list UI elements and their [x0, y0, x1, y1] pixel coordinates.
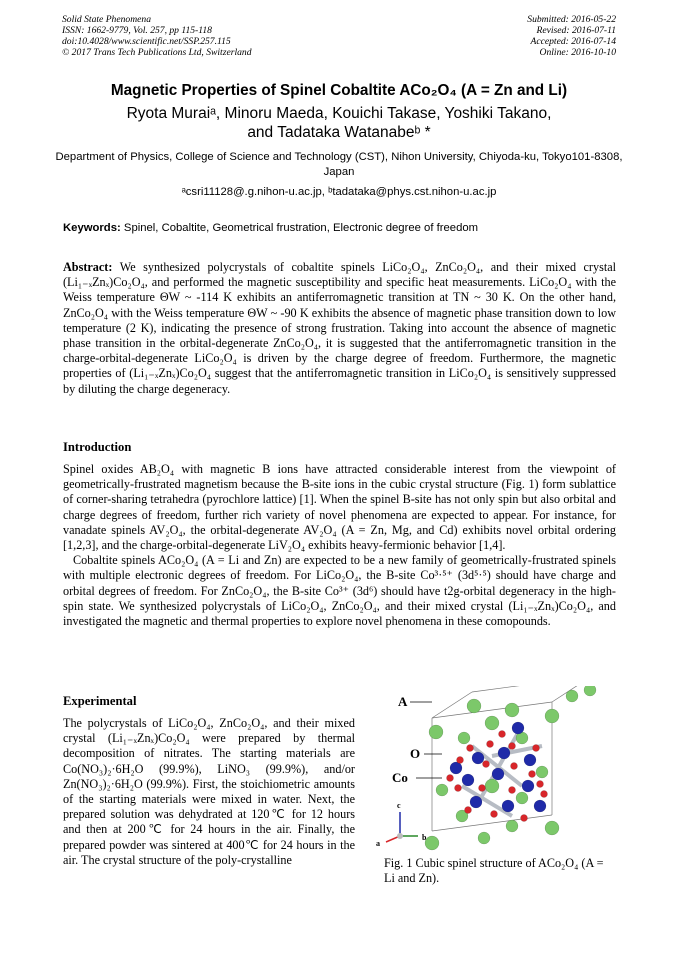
axis-label-c: c [397, 801, 401, 810]
co-atom [512, 722, 524, 734]
co-atom [472, 752, 484, 764]
axis-label-b: b [422, 833, 427, 842]
a-site-atom [458, 732, 470, 744]
o-atom [455, 785, 462, 792]
submitted-date: Submitted: 2016-05-22 [527, 14, 616, 25]
author-line-1: Ryota Muraiᵃ, Minoru Maeda, Kouichi Takase, Yoshiki Takano, [126, 105, 552, 122]
online-date: Online: 2016-10-10 [539, 47, 616, 58]
co-atom [524, 754, 536, 766]
paper-title: Magnetic Properties of Spinel Cobaltite ACo₂O₄ (A = Zn and Li) [110, 82, 568, 99]
journal-header [62, 14, 252, 58]
introduction-heading: Introduction [63, 440, 132, 454]
o-atom [509, 743, 516, 750]
doi: doi:10.4028/www.scientific.net/SSP.257.115 [62, 36, 231, 47]
a-site-atom [506, 820, 518, 832]
a-site-atom [429, 725, 443, 739]
o-atom [447, 775, 454, 782]
accepted-date: Accepted: 2016-07-14 [530, 36, 616, 47]
issn: ISSN: 1662-9779, Vol. 257, pp 115-118 [62, 25, 212, 36]
o-atom [467, 745, 474, 752]
author-line-2: and Tadataka Watanabeᵇ * [247, 124, 431, 141]
a-site-atom [425, 836, 439, 850]
a-site-atom [545, 709, 559, 723]
o-atom [509, 787, 516, 794]
affiliation: Department of Physics, College of Science and Technology (CST), Nihon University, Chiyoda-ku, Tokyo101-8308, Japan [55, 151, 623, 178]
abstract [63, 260, 616, 397]
keywords [63, 222, 623, 234]
a-site-atom [566, 690, 578, 702]
author-list [40, 104, 638, 142]
co-atom [450, 762, 462, 774]
co-atom [522, 780, 534, 792]
figure-caption: Fig. 1 Cubic spinel structure of ACo₂O₄ (A = Li and Zn). [384, 856, 604, 885]
o-atom [457, 757, 464, 764]
o-atom [465, 807, 472, 814]
keywords-text: Spinel, Cobaltite, Geometrical frustration, Electronic degree of freedom [123, 222, 479, 234]
co-atom [502, 800, 514, 812]
experimental-body [63, 716, 355, 868]
axes-triad [386, 812, 418, 842]
copyright: © 2017 Trans Tech Publications Ltd, Switzerland [62, 47, 252, 58]
co-atom [492, 768, 504, 780]
a-site-atom [545, 821, 559, 835]
o-atom [529, 771, 536, 778]
a-site-atom [436, 784, 448, 796]
o-atom [479, 785, 486, 792]
o-atom [491, 811, 498, 818]
co-atom [470, 796, 482, 808]
keywords-label: Keywords: [63, 222, 121, 234]
spinel-structure-figure [372, 686, 612, 856]
co-atom [462, 774, 474, 786]
o-atom [499, 731, 506, 738]
atoms-group [425, 686, 596, 850]
intro-paragraph-2: Cobaltite spinels ACo₂O₄ (A = Li and Zn) are expected to be a new family of geometrically-frustrated spinels with multiple electronic degrees of freedom. For LiCo₂O₄, the B-site Co³·⁵⁺ (3d⁵·⁵) should have charge and orbital degrees of freedom. For ZnCo₂O₄, the B-site Co³⁺ (3d⁶) should have t2g-orbital degeneracy in the high-spin state. We synthesized polycrystals of LiCo₂O₄, ZnCo₂O₄, and their mixed crystal (Li₁₋ₓZnₓ)Co₂O₄, and investigated the magnetic and thermal properties to explore novel phenomena in these comopounds. [63, 553, 616, 629]
co-atom [534, 800, 546, 812]
dates-header [527, 14, 616, 58]
a-site-atom [485, 716, 499, 730]
o-atom [483, 761, 490, 768]
o-atom [521, 815, 528, 822]
legend-label-a: A [398, 694, 408, 709]
experimental-heading: Experimental [63, 694, 137, 708]
legend-label-co: Co [392, 770, 408, 785]
a-site-atom [536, 766, 548, 778]
revised-date: Revised: 2016-07-11 [536, 25, 616, 36]
o-atom [537, 781, 544, 788]
abstract-label: Abstract: [63, 260, 113, 274]
author-emails: ᵃcsri11128@.g.nihon-u.ac.jp, ᵇtadataka@phys.cst.nihon-u.ac.jp [181, 186, 497, 198]
abstract-text: We synthesized polycrystals of cobaltite spinels LiCo₂O₄, ZnCo₂O₄, and their mixed crystal (Li₁₋ₓZnₓ)Co₂O₄, and performed the magnetic susceptibility and specific heat measurements. LiCo₂O₄ with the Weiss temperature ΘW ~ -114 K exhibits an antiferromagnetic transition at TN ~ 30 K. On the other hand, ZnCo₂O₄ with the Weiss temperature ΘW ~ -90 K exhibits the absence of magnetic phase transition down to low temperature (2 K), indicating the presence of strong frustration. Taking into account the absence of magnetic phase transition in the orbital-degenerate ZnCo₂O₄, it is suggested that the antiferromagnetic transition in the charge-orbital-degenerate LiCo₂O₄ is driven by the charge degree of freedom. Furthermore, the magnetic properties of (Li₁₋ₓZnₓ)Co₂O₄ suggest that the antiferromagnetic transition in LiCo₂O₄ is sensitively suppressed by diluting the charge degeneracy. [63, 260, 617, 396]
a-site-atom [584, 686, 596, 696]
a-site-atom [485, 779, 499, 793]
o-atom [533, 745, 540, 752]
experimental-paragraph: The polycrystals of LiCo₂O₄, ZnCo₂O₄, and their mixed crystal (Li₁₋ₓZnₓ)Co₂O₄ were prepared by thermal decomposition of nitrates. The starting materials are Co(NO₃)₂·6H₂O (99.9%), LiNO₃ (99.9%), and/or Zn(NO₃)₂·6H₂O (99.9%). First, the stoichiometric amounts of the starting materials were mixed in water. Next, the prepared solution was dehydrated at 120℃ for 12 hours and then at 200℃ for 24 hours in the air. Finally, the prepared powder was sintered at 400℃ for 24 hours in the air. The crystal structure of the poly-crystalline [63, 716, 355, 867]
journal-name: Solid State Phenomena [62, 14, 151, 25]
o-atom [487, 741, 494, 748]
axis-label-a: a [376, 839, 380, 848]
a-site-atom [516, 792, 528, 804]
o-atom [541, 791, 548, 798]
o-atom [511, 763, 518, 770]
a-site-atom [505, 703, 519, 717]
a-site-atom [478, 832, 490, 844]
intro-paragraph-1: Spinel oxides AB₂O₄ with magnetic B ions have attracted considerable interest from the viewpoint of geometrically-frustrated magnetism because the B-site ions in the cubic crystal structure (Fig. 1) form sublattice of corner-sharing tetrahedra (pyrochlore lattice) [1]. When the spinel B-site has not only spin but also orbital and charge degrees of freedom, further rich variety of novel phenomena are expected to appear. For instance, for vanadate spinels AV₂O₄, the orbital-degenerate AV₂O₄ (A = Zn, Mg, and Cd) exhibits novel orbital ordering [1,2,3], and the charge-orbital-degenerate LiV₂O₄ exhibits heavy-fermionic behavior [1,4]. [63, 462, 616, 553]
introduction-body [63, 462, 616, 629]
a-site-atom [467, 699, 481, 713]
legend-label-o: O [410, 746, 421, 761]
co-atom [498, 747, 510, 759]
